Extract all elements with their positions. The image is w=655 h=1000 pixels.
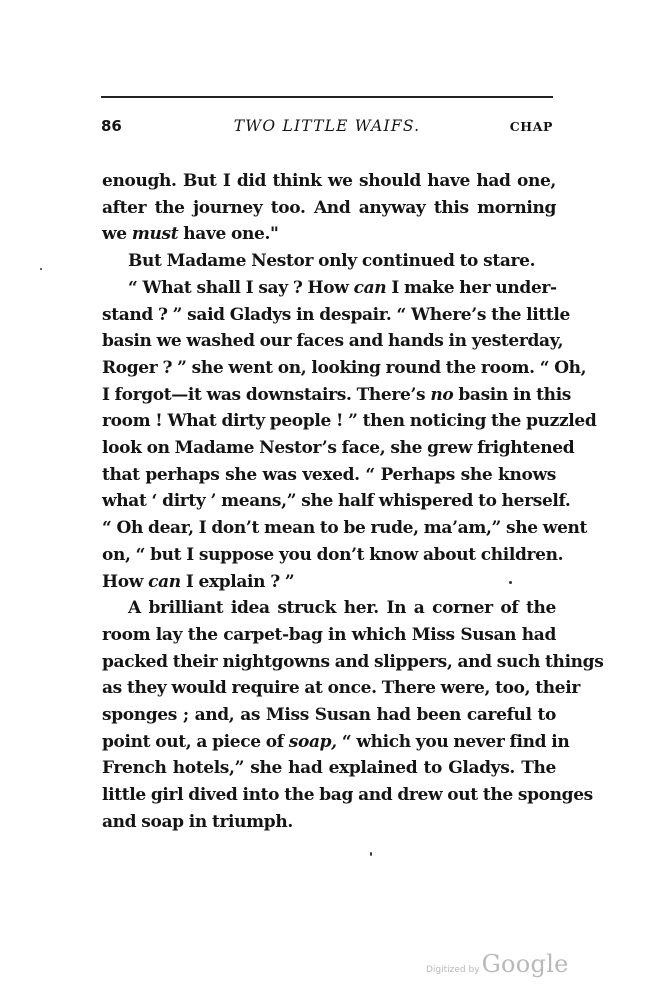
stray-ink-mark: [509, 581, 512, 584]
text-line: [102, 515, 588, 542]
page-number: 86: [101, 117, 122, 135]
text-line: [102, 462, 556, 489]
text-line: [102, 622, 556, 649]
text-line: [102, 221, 556, 248]
text-run: Roger ? ” she went on, looking round the room. “ Oh,: [102, 357, 587, 378]
text-line: [102, 542, 564, 569]
text-line: [102, 302, 570, 329]
text-line: [102, 435, 575, 462]
text-line: [102, 649, 604, 676]
text-run: I forgot—it was downstairs. There’s: [102, 384, 431, 405]
text-line: [102, 195, 556, 222]
text-run: have one.": [178, 224, 279, 245]
text-line: [102, 675, 580, 702]
text-line: [102, 569, 556, 596]
book-title: TWO LITTLE WAIFS.: [233, 117, 421, 135]
text-run: But Madame Nestor only continued to stare.: [128, 251, 536, 272]
text-line: [102, 408, 597, 435]
italic-word: no: [430, 384, 454, 405]
text-line: [102, 809, 556, 836]
stray-ink-mark: [370, 852, 372, 856]
body-text: [102, 168, 604, 836]
text-run: point out, a piece of: [102, 731, 289, 752]
text-run: as they would require at once. There were, too, their: [102, 678, 580, 699]
text-line: [102, 275, 556, 302]
text-run: sponges ; and, as Miss Susan had been careful to: [102, 705, 556, 726]
text-run: How: [102, 571, 149, 592]
text-run: enough. But I did think we should have had one,: [102, 171, 556, 191]
text-run: I make her under-: [386, 277, 557, 298]
google-logo: Google: [481, 950, 569, 978]
text-run: packed their nightgowns and slippers, and such things: [102, 651, 604, 672]
text-run: basin we washed our faces and hands in yesterday,: [102, 331, 564, 352]
running-head: [101, 114, 553, 138]
text-line: [102, 595, 556, 622]
text-run: basin in this: [453, 384, 572, 405]
text-line: [102, 328, 564, 355]
chapter-label: CHAP: [509, 119, 553, 134]
text-run: what ‘ dirty ’ means,” she half whispered to herself.: [102, 491, 571, 512]
text-line: [102, 355, 587, 382]
text-run: “ Oh dear, I don’t mean to be rude, ma’am,” she went: [102, 518, 588, 539]
text-run: we: [102, 224, 132, 245]
text-line: [102, 755, 556, 782]
header-rule: [101, 96, 553, 98]
text-line: [102, 702, 556, 729]
text-line: [102, 248, 556, 275]
stray-ink-mark: [40, 268, 42, 270]
text-run: “ What shall I say ? How: [128, 277, 354, 298]
text-run: that perhaps she was vexed. “ Perhaps she knows: [102, 464, 556, 485]
text-run: and soap in triumph.: [102, 811, 293, 832]
text-line: [102, 168, 556, 195]
text-run: room ! What dirty people ! ” then noticing the puzzled: [102, 411, 597, 432]
text-run: stand ? ” said Gladys in despair. “ Where’s the little: [102, 304, 570, 325]
italic-word: can: [148, 571, 181, 592]
text-run: look on Madame Nestor’s face, she grew frightened: [102, 438, 575, 459]
text-line: [102, 729, 570, 756]
text-run: A brilliant idea struck her. In a corner of the: [128, 598, 556, 619]
text-run: I explain ? ”: [180, 571, 295, 592]
italic-word: must: [131, 224, 179, 245]
text-run: French hotels,” she had explained to Gladys. The: [102, 758, 556, 779]
watermark-prefix: Digitized by: [426, 965, 480, 975]
text-run: on, “ but I suppose you don’t know about children.: [102, 544, 564, 565]
text-run: “ which you never find in: [336, 731, 570, 752]
italic-word: soap,: [288, 731, 337, 752]
text-line: [102, 782, 593, 809]
digitized-by-google-watermark: [426, 950, 569, 978]
text-line: [102, 488, 571, 515]
text-run: room lay the carpet-bag in which Miss Susan had: [102, 624, 556, 645]
italic-word: can: [353, 277, 387, 298]
text-line: [102, 382, 572, 409]
text-run: after the journey too. And anyway this morning: [102, 197, 556, 218]
text-run: little girl dived into the bag and drew out the sponges: [102, 785, 593, 806]
